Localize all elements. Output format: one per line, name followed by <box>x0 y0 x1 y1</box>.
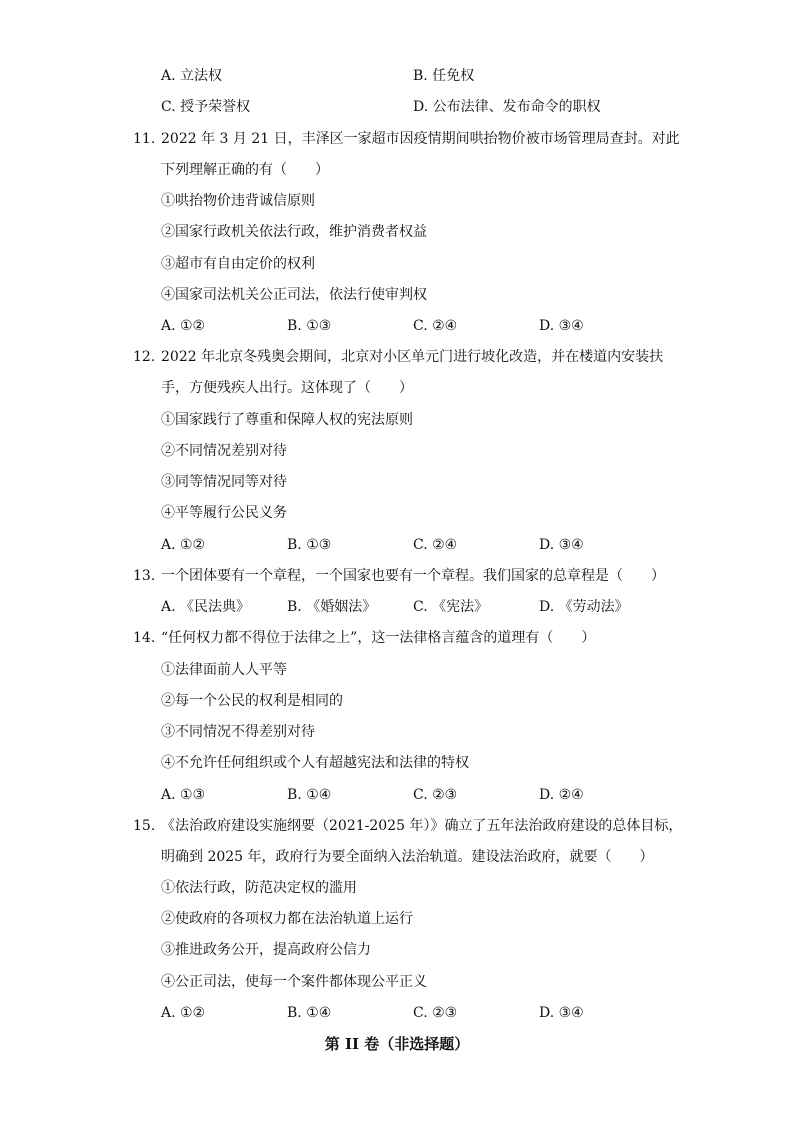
question-number: 11. <box>133 131 156 147</box>
option-a: A. ①② <box>161 318 206 334</box>
statement-item: ③推进政务公开，提高政府公信力 <box>161 942 371 958</box>
option-c: C. ②③ <box>413 1005 458 1021</box>
statement-item: ②国家行政机关依法行政，维护消费者权益 <box>161 224 427 240</box>
option-b: B. ①④ <box>287 787 332 803</box>
option-b: B. ①④ <box>287 1005 332 1021</box>
question-number: 15. <box>133 818 156 834</box>
statement-item: ④国家司法机关公正司法，依法行使审判权 <box>161 287 427 303</box>
option-d: D. 《劳动法》 <box>539 599 629 615</box>
question-stem: 手，方便残疾人出行。这体现了（ ） <box>161 380 413 396</box>
statement-item: ①依法行政，防范决定权的滥用 <box>161 880 357 896</box>
question-stem: “任何权力都不得位于法律之上”，这一法律格言蕴含的道理有（ ） <box>161 630 596 646</box>
option-b: B. ①③ <box>287 318 332 334</box>
question-number: 12. <box>133 349 156 365</box>
option-d: D. ③④ <box>539 318 584 334</box>
option-a: A. ①② <box>161 537 206 553</box>
question-stem: 2022 年 3 月 21 日，丰泽区一家超市因疫情期间哄抬物价被市场管理局查封。对此 <box>161 131 680 147</box>
question-stem: 下列理解正确的有（ ） <box>161 162 329 178</box>
statement-item: ②不同情况差别对待 <box>161 443 287 459</box>
option-a: A. 《民法典》 <box>161 599 251 615</box>
option-c: C. ②③ <box>413 787 458 803</box>
question-stem: 一个团体要有一个章程，一个国家也要有一个章程。我们国家的总章程是（ ） <box>161 568 665 584</box>
question-stem: 明确到 2025 年，政府行为要全面纳入法治轨道。建设法治政府，就要（ ） <box>161 849 654 865</box>
option-a: A. ①③ <box>161 787 206 803</box>
statement-item: ①哄抬物价违背诚信原则 <box>161 193 315 209</box>
option-c: C. 《宪法》 <box>413 599 489 615</box>
option-b: B. 《婚姻法》 <box>287 599 377 615</box>
statement-item: ④平等履行公民义务 <box>161 505 287 521</box>
statement-item: ①国家践行了尊重和保障人权的宪法原则 <box>161 412 413 428</box>
question-stem: 《法治政府建设实施纲要（2021-2025 年）》确立了五年法治政府建设的总体目标， <box>161 818 683 834</box>
question-number: 14. <box>133 630 156 646</box>
option-c: C. ②④ <box>413 318 458 334</box>
question-stem: 2022 年北京冬残奥会期间，北京对小区单元门进行坡化改造，并在楼道内安装扶 <box>161 349 664 365</box>
statement-item: ①法律面前人人平等 <box>161 662 287 678</box>
statement-item: ④公正司法，使每一个案件都体现公平正义 <box>161 974 427 990</box>
option-c: C. ②④ <box>413 537 458 553</box>
statement-item: ②使政府的各项权力都在法治轨道上运行 <box>161 911 413 927</box>
option-d: D. ③④ <box>539 537 584 553</box>
statement-item: ③同等情况同等对待 <box>161 474 287 490</box>
q10-option-d: D. 公布法律、发布命令的职权 <box>413 99 601 115</box>
statement-item: ③超市有自由定价的权利 <box>161 256 315 272</box>
option-d: D. ③④ <box>539 1005 584 1021</box>
option-a: A. ①② <box>161 1005 206 1021</box>
section-title: 第 II 卷（非选择题） <box>324 1035 470 1053</box>
question-number: 13. <box>133 568 156 584</box>
statement-item: ④不允许任何组织或个人有超越宪法和法律的特权 <box>161 755 469 771</box>
q10-option-a: A. 立法权 <box>161 68 223 84</box>
option-d: D. ②④ <box>539 787 584 803</box>
statement-item: ②每一个公民的权利是相同的 <box>161 693 343 709</box>
option-b: B. ①③ <box>287 537 332 553</box>
q10-option-c: C. 授予荣誉权 <box>161 99 251 115</box>
q10-option-b: B. 任免权 <box>413 68 475 84</box>
statement-item: ③不同情况不得差别对待 <box>161 724 315 740</box>
